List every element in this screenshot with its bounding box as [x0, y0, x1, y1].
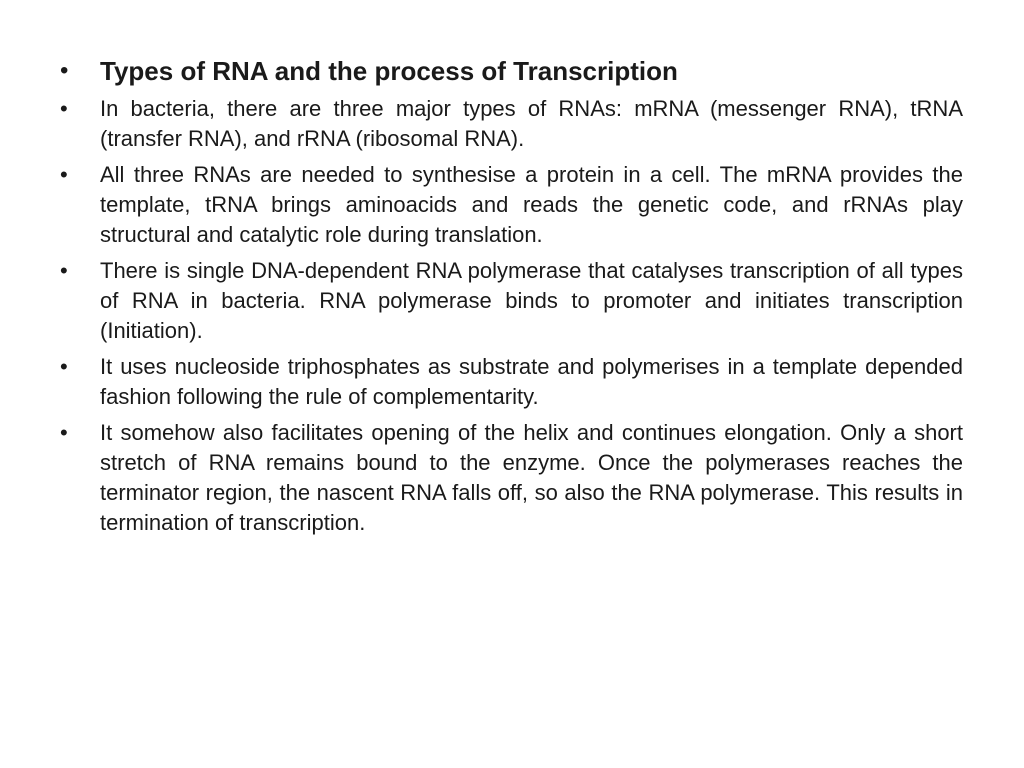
bullet-text: It uses nucleoside triphosphates as substrate and polymerises in a template depended fashion following the rule of complementarity. — [100, 354, 963, 409]
bullet-list — [60, 50, 963, 544]
slide-title: Types of RNA and the process of Transcription — [100, 56, 678, 86]
bullet-icon: • — [60, 162, 68, 187]
bullet-icon: • — [60, 420, 68, 445]
bullet-icon: • — [60, 258, 68, 283]
bullet-item — [60, 418, 963, 538]
bullet-item-title — [60, 54, 963, 88]
bullet-item — [60, 160, 963, 250]
bullet-icon: • — [60, 354, 68, 379]
bullet-icon: • — [60, 57, 69, 84]
bullet-item — [60, 352, 963, 412]
bullet-text: In bacteria, there are three major types of RNAs: mRNA (messenger RNA), tRNA (transfer RNA), and rRNA (ribosomal RNA). — [100, 96, 963, 151]
bullet-item — [60, 256, 963, 346]
bullet-text: There is single DNA-dependent RNA polymerase that catalyses transcription of all types of RNA in bacteria. RNA polymerase binds to promoter and initiates transcription (Initiation). — [100, 258, 963, 343]
bullet-item — [60, 94, 963, 154]
bullet-text: All three RNAs are needed to synthesise a protein in a cell. The mRNA provides the template, tRNA brings aminoacids and reads the genetic code, and rRNAs play structural and catalytic role during translation. — [100, 162, 963, 247]
bullet-text: It somehow also facilitates opening of the helix and continues elongation. Only a short stretch of RNA remains bound to the enzyme. Once the polymerases reaches the terminator region, the nascent RNA falls off, so also the RNA polymerase. This results in termination of transcription. — [100, 420, 963, 535]
bullet-icon: • — [60, 96, 68, 121]
